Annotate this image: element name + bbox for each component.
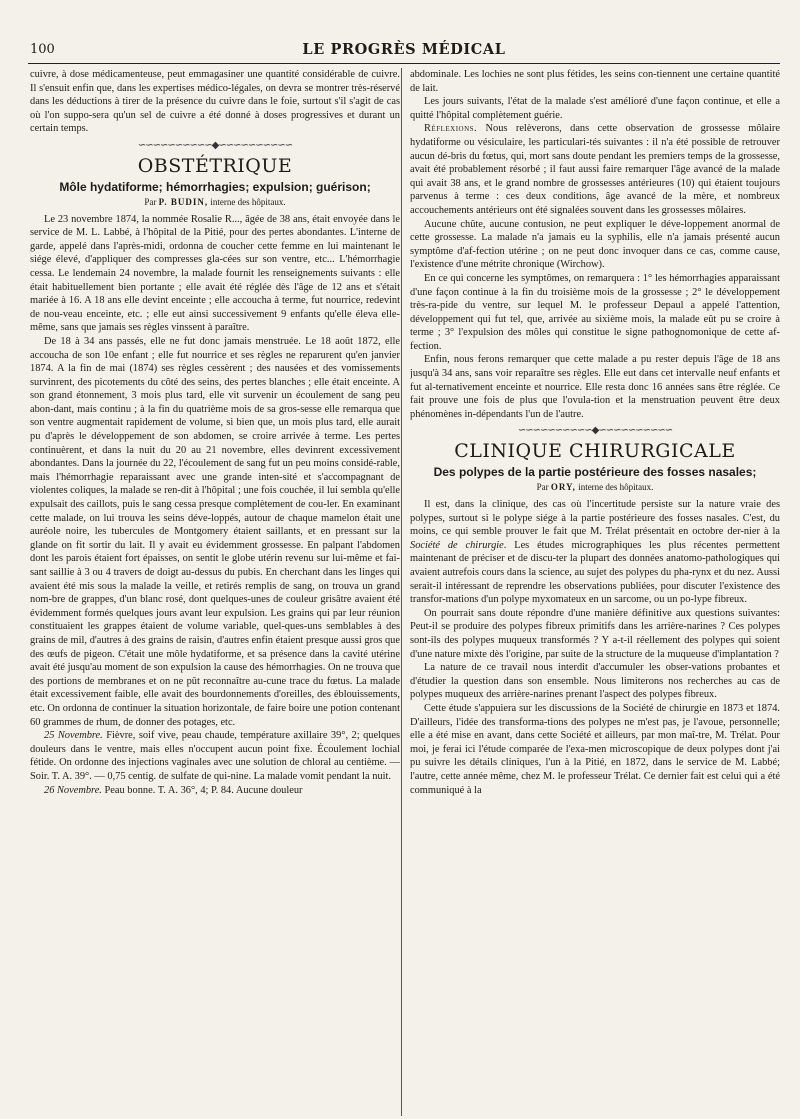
page-header (28, 38, 780, 64)
body-text: Fièvre, soif vive, peau chaude, température axillaire 39°, 2; quelques douleurs dans le ventre, mais elles n'occupent aucun point fixe. Écoulement lochial fétide. On ordonne des injections vaginales avec une solution de chloral au centième. — Soir. T. A. 39°. — 0,75 centig. de sulfate de qui-nine. La malade vomit pendant la nuit. (30, 730, 400, 782)
byline (30, 196, 400, 208)
continuation-paragraph: cuivre, à dose médicamenteuse, peut emmagasiner une quantité considérable de cuivre. Il s'ensuit enfin que, dans les expertises médico-légales, on devra se montrer très-réservé dans les déductions à tirer de la présence du cuivre dans le foie, surtout s'il s'agit de cas où l'on suppo-sera qu'un sel de cuivre a été donné à doses progressives et durant un certain temps. (30, 69, 400, 135)
byline-author: P. BUDIN, (158, 196, 209, 207)
body-paragraph: Le 23 novembre 1874, la nommée Rosalie R..., âgée de 38 ans, était envoyée dans le service de M. L. Labbé, à l'hôpital de la Pitié, pour des pertes abondantes. L'interne de garde, appelé dans l'après-midi, ordonna de coucher cette femme en lui maintenant le siége élevé, d'appliquer des compresses gla-cées sur son ventre, etc... L'hémorrhagie cessa. Le lendemain 24 novembre, la malade fournit les renseignements suivants : elle était habituellement bien portante ; elle avait été réglée dès l'âge de 12 ans et s'était mariée à 16. A 18 ans elle devint enceinte ; elle accoucha à terme, fut nourrice, redevint de nou-veau enceinte, etc. ; elle eut ainsi successivement 9 enfants qu'elle éleva elle-même, sans que jamais ses règles vinssent à paraître. (30, 213, 400, 334)
body-paragraph: La nature de ce travail nous interdit d'accumuler les obser-vations probantes et d'étudier la question dans son ensemble. Nous limiterons nos recherches au cas de polypes muqueux des arrière-narines prenant l'aspect des polypes fibreux. (410, 662, 780, 701)
byline (410, 481, 780, 493)
ornament-divider: ∽∽∽∽∽∽∽∽∽∽◆∽∽∽∽∽∽∽∽∽∽ (137, 139, 293, 151)
date-label: 25 Novembre. (44, 730, 103, 742)
body-text: Nous relèverons, dans cette observation de grossesse môlaire hydatiforme ou vésiculaire, les particulari-tés suivantes : il n'a été possible de retrouver aucun dé-bris du fœtus, qui, mort sans doute pendant les premiers temps de la grossesse, avait été probablement résorbé ; il faut aussi faire remarquer l'âge avancé de la malade qui avait 38 ans, et le grand nombre de grossesses antérieures (10) qui étaient toujours parvenus à terme : ces deux conditions, âge avancé de la mère, et nombreux accouchements antérieurs ont été signalées souvent dans les grossesses môlaires. (410, 123, 780, 216)
section-title-obstetrique: OBSTÉTRIQUE (137, 154, 293, 177)
column-divider (401, 68, 402, 1116)
body-paragraph: De 18 à 34 ans passés, elle ne fut donc jamais menstruée. Le 18 août 1872, elle accoucha de son 10e enfant ; elle fut nourrice et ses règles ne reparurent qu'en janvier 1874. A la fin de mai (1874) ses règles cessèrent ; des nausées et des vomissements survinrent, des picotements du côté des seins, des pertes blanches ; elle était enceinte. A son grand étonnement, 3 mois plus tard, elle vit survenir un écoulement de sang peu abon-dant, mais continu ; à la fin du quatrième mois de sa gros-sesse elle remarqua que son ventre augmentait rapidement de volume, si bien que, un mois plus tard, elle aurait pu d'après le développement de son abdomen, se croire arrivée à terme. Les pertes continuèrent, et dans la nuit du 20 au 21 novembre, elles devinrent excessivement abondantes. Dans la journée du 22, l'écoulement de sang fut un peu moins considé-rable, mais l'hémorrhagie reparaissant avec une grande inten-sité et s'accompagnant de violentes coliques, la malade se ren-dit à l'hôpital ; une fois couchée, il lui sembla qu'elle expulsait des caillots, puis le sang cessa presque complètement de cou-ler. En examinant cette malade, on lui trouva les seins déve-loppés, autour de chaque mamelon était une auréole noire, les tubercules de Montgomery étaient saillants, et en pressant sur la glande on fit sortir du lait. Il y avait eu évidemment grossesse. En palpant l'abdomen dont les parois étaient fort épaisses, on sentit le globe utérin revenu sur lui-même et fai-sant saillie à 3 ou 4 travers de doigt au-dessus du pubis. En cherchant dans les linges qui avaient été mis sous la malade la veille, et retirés remplis de sang, on trouva un grand nom-bre de grappes, d'un blanc rosé, dont quelques-unes de couleur grisâtre avaient été évidemment formés quelques jours avant leur expulsion. Les grains qui par leur réunion constituaient les grappes étaient de volume variable, quel-ques-uns semblables à des grains de mil, d'autres à des grains de raisin, d'autres enfin étaient presque aussi gros que des œufs de pigeon. C'était une môle hydatiforme, et sa présence dans la cavité utérine avait été jusqu'au moment de son expulsion la cause des hémorrhagies. On ne trouva que des portions de membranes et on ne pût reconnaître au-cune trace du fœtus. La malade était excessivement faible, elle avait des bourdonnements d'oreilles, des éblouissements, etc. On ordonna de continuer la situation horizontale, de faire boire une potion contenant 60 grammes de rhum, de donner des potages, etc. (30, 335, 400, 728)
byline-suffix: interne des hôpitaux. (210, 196, 286, 207)
body-paragraph: En ce qui concerne les symptômes, on remarquera : 1° les hémorrhagies apparaissant d'une façon continue à la fin du troisième mois de la grossesse ; 2° le développement très-ra-pide du ventre, sur lequel M. le professeur Depaul a appelé l'attention, développement qui fut tel, que, arrivée au sixième mois, la malade eût pu se croire à terme ; 3° l'expulsion des môles qui constitue le signe pathognomonique de cette af-fection. (410, 272, 780, 352)
left-column (30, 68, 400, 1116)
body-paragraph: Enfin, nous ferons remarquer que cette malade a pu rester depuis l'âge de 18 ans jusqu'à 34 ans, sans voir reparaître ses règles. Elle eut dans cet intervalle neuf enfants et fut al-ternativement enceinte et nourrice. Elle resta donc 16 années sans être réglée. Ce fait prouve une fois de plus que l'ovula-tion et la menstruation peuvent être deux phénomènes in-dépendants l'un de l'autre. (410, 354, 780, 420)
byline-author: ORY, (550, 482, 576, 493)
body-paragraph (30, 729, 400, 783)
continuation-paragraph: abdominale. Les lochies ne sont plus fétides, les seins con-tiennent une certaine quantité de lait. (410, 69, 780, 94)
body-paragraph (30, 784, 400, 798)
byline-suffix: interne des hôpitaux. (578, 482, 654, 493)
article-title-mole: Môle hydatiforme; hémorrhagies; expulsion; guérison; (59, 179, 371, 194)
section-title-clinique: CLINIQUE CHIRURGICALE (454, 440, 736, 463)
byline-prefix: Par (536, 482, 549, 493)
right-column (410, 68, 780, 1116)
reflexions-paragraph (410, 122, 780, 217)
reflexions-label: Réflexions. (424, 123, 478, 135)
article-title-polypes: Des polypes de la partie postérieure des fosses nasales; (433, 465, 757, 480)
body-text: Peau bonne. T. A. 36°, 4; P. 84. Aucune douleur (101, 784, 303, 796)
body-paragraph: On pourrait sans doute répondre d'une manière définitive aux questions suivantes: Peut-il se produire des polypes fibreux primitifs dans les arrière-narines ? Ces polypes sont-ils des polypes muqueux transformés ? Y a-t-il réellement des polypes qui soient d'une nature mixte dès l'origine, par suite de la structure de la muqueuse d'implantation ? (410, 607, 780, 660)
date-label: 26 Novembre. (44, 784, 102, 796)
body-paragraph: Les jours suivants, l'état de la malade s'est amélioré d'une façon continue, et elle a quitté l'hôpital complètement guérie. (410, 96, 780, 121)
society-name: Société de chirurgie (410, 539, 504, 551)
body-paragraph (410, 498, 780, 607)
ornament-divider: ∽∽∽∽∽∽∽∽∽∽◆∽∽∽∽∽∽∽∽∽∽ (517, 425, 673, 437)
byline-prefix: Par (144, 196, 157, 207)
body-paragraph: Cette étude s'appuiera sur les discussions de la Société de chirurgie en 1873 et 1874. D'ailleurs, l'idée des transforma-tions des polypes ne m'est pas, je l'avoue, personnelle; elle a été mise en avant, dans cette Société et ailleurs, par mon maî-tre, M. Trélat. Pour moi, je ferai ici l'étude comparée de l'exa-men microscopique de deux polypes dont j'ai pu suivre les détails cliniques, l'un à la Pitié, en 1872, dans le service de M. Labbé; l'autre, cette année même, chez M. le professeur Trélat. Ce dernier fait est celui qui a été communiqué à la (410, 702, 780, 796)
body-paragraph: Aucune chûte, aucune contusion, ne peut expliquer le déve-loppement anormal de cette grossesse. La malade n'a jamais eu la syphilis, elle n'a jamais présenté aucun symptôme d'af-fection utérine ; on ne peut donc invoquer dans ce cas, comme cause, l'existence d'une métrite chronique (Wirchow). (410, 218, 780, 271)
journal-title: LE PROGRÈS MÉDICAL (302, 41, 506, 58)
body-text: Il est, dans la clinique, des cas où l'incertitude persiste sur la nature vraie des polypes, surtout si le polype siége à la partie postérieure des fosses nasales. C'est, du moins, ce qui semble prouver le fait que M. Trélat présentait en octobre der-nier à la (410, 499, 780, 538)
body-text: . Les études micrographiques les plus récentes permettent maintenant de préciser et de discu-ter la plupart des données anatomo-pathologiques qui avaient autrefois cours dans la science, au sujet des polypes du pha-rynx et du nez. Aussi serait-il intéressant de reprendre les observations publiées, pour discuter l'existence des transfor-mations d'un polype myxomateux en un sarcome, ou un po-lype fibreux. (410, 539, 780, 606)
page-number: 100 (30, 42, 55, 57)
